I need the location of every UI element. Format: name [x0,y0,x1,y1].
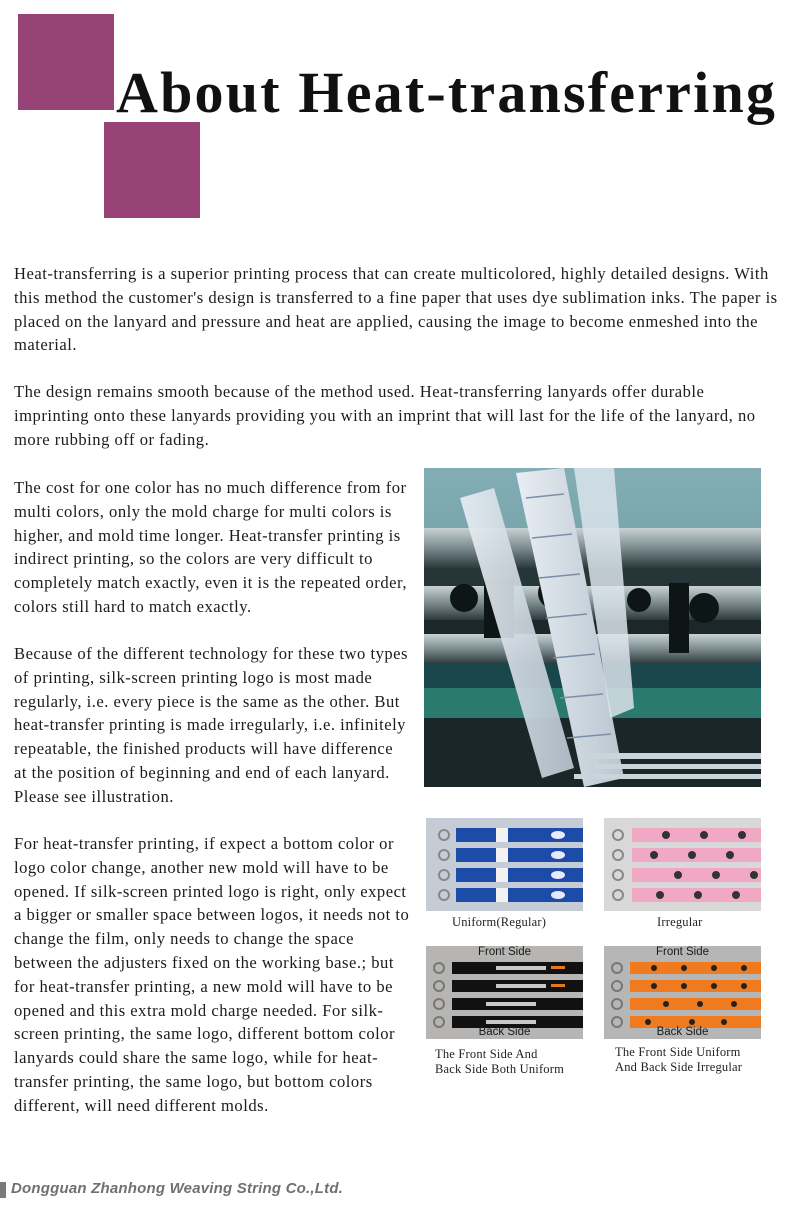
accent-square-bottom [104,122,200,218]
caption-irregular: Irregular [657,915,703,929]
caption-both-uniform: The Front Side And Back Side Both Uniform [435,1047,565,1076]
paragraph-mold: For heat-transfer printing, if expect a bottom color or logo color change, another new mold will have to be opened. If silk-screen printed logo is right, only expect a bigger or smaller space between logos, it needs not to change the film, only needs to change the space between the adjusters fixed on the working base.; but for heat-transfer printing, a new mold will have to be opened and this extra mold charge needed. For silk- screen printing, the same logo, different bottom color lanyards could share the same logo, while for heat-transfer printing, the same logo, but bottom colors different, will need different molds. [14,834,410,1115]
front-side-label: Front Side [655,946,710,958]
paragraph-intro: Heat-transferring is a superior printing process that can create multicolored, highly detailed designs. With this method the customer's design is transferred to a fine paper that uses dye sublimation inks. The paper is placed on the lanyard and pressure and heat are applied, causing the image to become enmeshed into the material. [14,264,778,355]
paragraph-cost: The cost for one color has no much difference from for multi colors, only the mold charge for multi colors is higher, and mold time longer. Heat-transfer printing is indirect printing, so the colors are very difficult to completely match exactly, even it is the repeated order, colors still hard to match exactly. [14,478,408,616]
footer-bar [0,1182,6,1198]
footer-company: Dongguan Zhanhong Weaving String Co.,Ltd. [11,1180,344,1197]
back-side-label: Back Side [656,1026,709,1038]
caption-front-uniform-back-irregular: The Front Side Uniform And Back Side Irregular [615,1045,743,1074]
back-side-label: Back Side [478,1026,531,1038]
front-side-label: Front Side [477,946,532,958]
illustration-both-uniform [426,946,583,1039]
paragraph-durability: The design remains smooth because of the method used. Heat-transferring lanyards offer durable imprinting onto these lanyards providing you with an imprint that will last for the life of the lanyard, no more rubbing off or fading. [14,382,756,449]
illustration-uniform [426,818,583,911]
printing-machine-photo [424,468,761,787]
paragraph-technology: Because of the different technology for these two types of printing, silk-screen printing logo is most made regularly, i.e. every piece is the same as the other. But heat-transfer printing is made irregularly, i.e. infinitely repeatable, the finished products will have difference at the position of beginning and end of each lanyard. Please see illustration. [14,644,408,806]
accent-square-top [18,14,114,110]
illustration-irregular [604,818,761,911]
caption-uniform: Uniform(Regular) [452,915,547,929]
illustration-front-uniform-back-irregular [604,946,761,1039]
page-title: About Heat-transferring [116,60,778,125]
